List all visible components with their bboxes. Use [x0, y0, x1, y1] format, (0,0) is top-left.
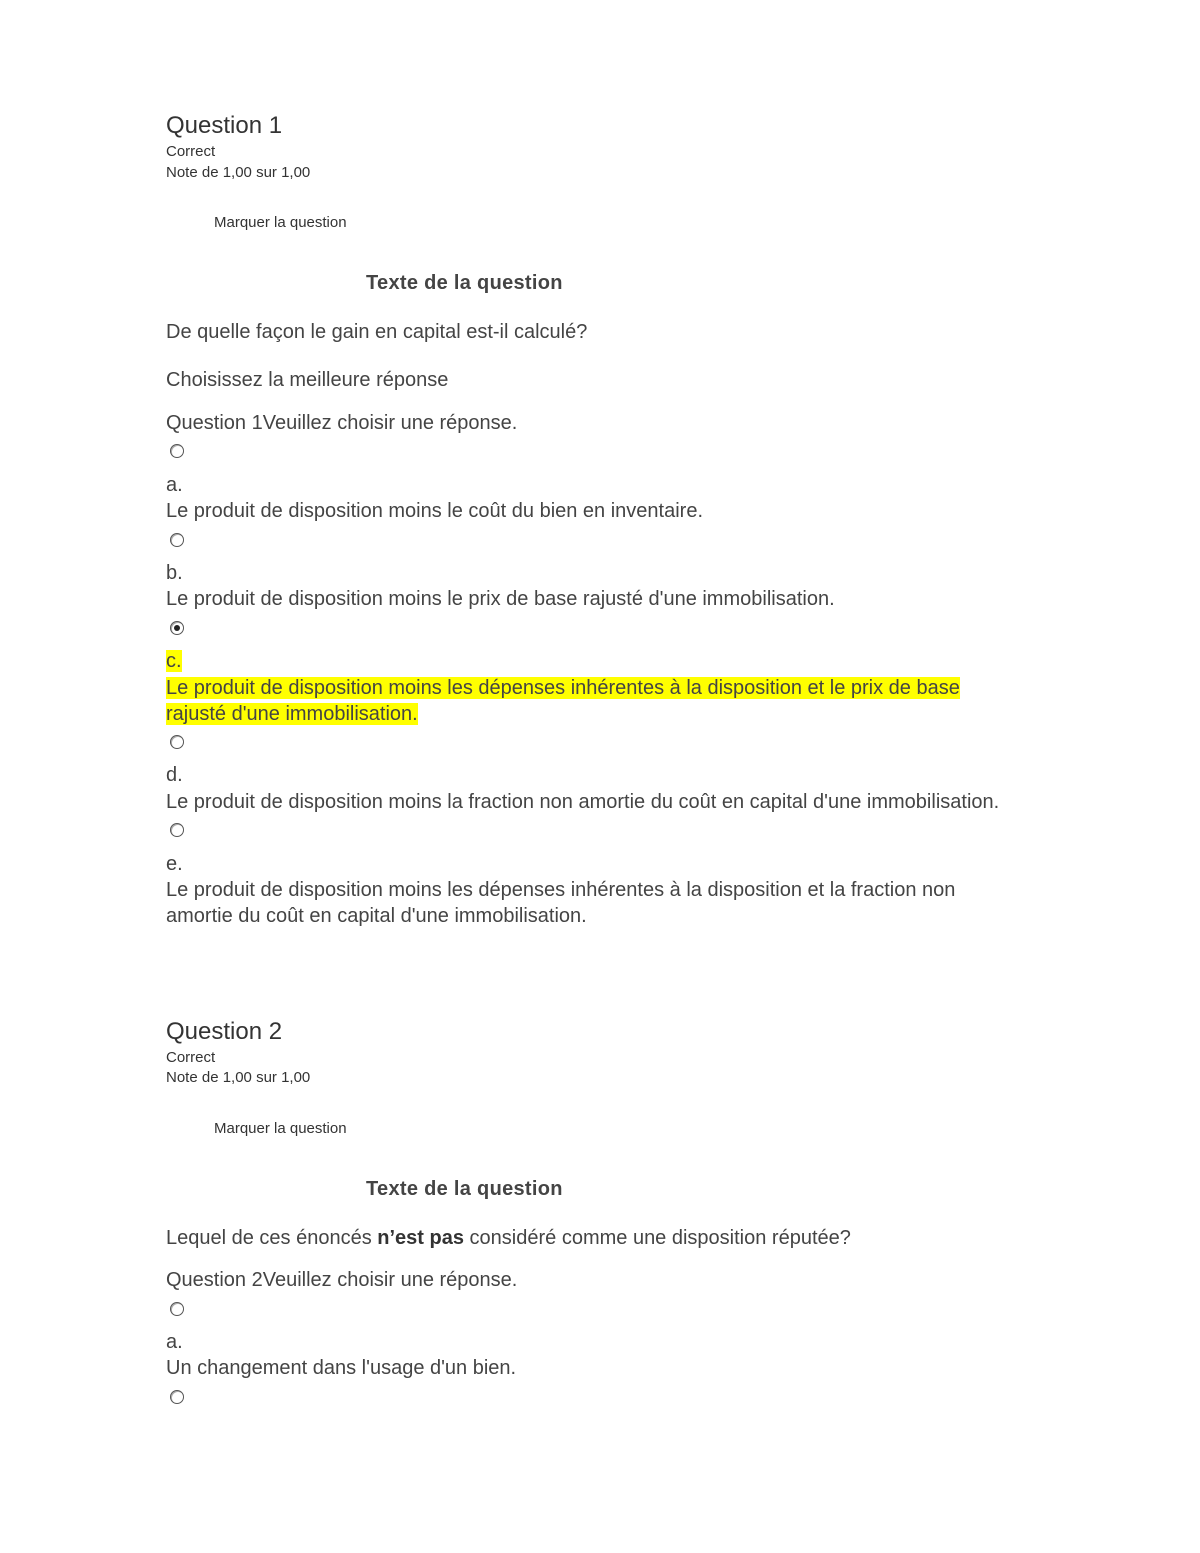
option-text-line[interactable]: amortie du coût en capital d'une immobilisation. — [166, 905, 587, 927]
option-letter: d. — [166, 764, 183, 786]
option-letter: b. — [166, 562, 183, 584]
highlighted-text: rajusté d'une immobilisation. — [166, 703, 418, 725]
highlighted-letter: c. — [166, 650, 182, 672]
radio-option-c-selected[interactable] — [170, 621, 184, 635]
question-prompt: De quelle façon le gain en capital est-il calculé? — [166, 321, 588, 343]
choose-answer-label: Question 2Veuillez choisir une réponse. — [166, 1269, 518, 1291]
flag-question-link[interactable]: Marquer la question — [214, 1120, 347, 1137]
radio-option-b[interactable] — [170, 1390, 184, 1404]
question-status: Correct — [166, 143, 216, 160]
radio-option-d[interactable] — [170, 735, 184, 749]
question-title: Question 2 — [166, 1018, 283, 1045]
option-letter: e. — [166, 853, 183, 875]
option-letter — [166, 650, 182, 673]
prompt-emphasis: n’est pas — [377, 1227, 464, 1249]
option-text[interactable]: Un changement dans l'usage d'un bien. — [166, 1357, 517, 1379]
option-letter: a. — [166, 474, 183, 496]
question-grade: Note de 1,00 sur 1,00 — [166, 164, 311, 181]
question-prompt — [166, 1227, 851, 1250]
question-title: Question 1 — [166, 112, 283, 139]
option-text[interactable]: Le produit de disposition moins le coût du bien en inventaire. — [166, 500, 704, 522]
question-status: Correct — [166, 1049, 216, 1066]
option-text[interactable]: Le produit de disposition moins le prix de base rajusté d'une immobilisation. — [166, 588, 835, 610]
option-letter: a. — [166, 1331, 183, 1353]
radio-option-b[interactable] — [170, 533, 184, 547]
choose-answer-label: Question 1Veuillez choisir une réponse. — [166, 412, 518, 434]
highlighted-text: Le produit de disposition moins les dépenses inhérentes à la disposition et le prix de base — [166, 677, 960, 699]
option-text-line[interactable]: Le produit de disposition moins les dépenses inhérentes à la disposition et la fraction non — [166, 879, 956, 901]
option-text-line[interactable] — [166, 701, 418, 727]
question-text-heading: Texte de la question — [366, 272, 563, 294]
flag-question-link[interactable]: Marquer la question — [214, 214, 347, 231]
radio-option-a[interactable] — [170, 444, 184, 458]
option-text-line[interactable] — [166, 675, 960, 701]
option-text[interactable]: Le produit de disposition moins la fraction non amortie du coût en capital d'une immobilisation. — [166, 791, 1000, 813]
prompt-part: Lequel de ces énoncés — [166, 1227, 378, 1249]
radio-option-e[interactable] — [170, 823, 184, 837]
question-instruction: Choisissez la meilleure réponse — [166, 369, 449, 391]
question-text-heading: Texte de la question — [366, 1178, 563, 1200]
question-grade: Note de 1,00 sur 1,00 — [166, 1069, 311, 1086]
radio-option-a[interactable] — [170, 1302, 184, 1316]
prompt-part: considéré comme une disposition réputée? — [463, 1227, 851, 1249]
